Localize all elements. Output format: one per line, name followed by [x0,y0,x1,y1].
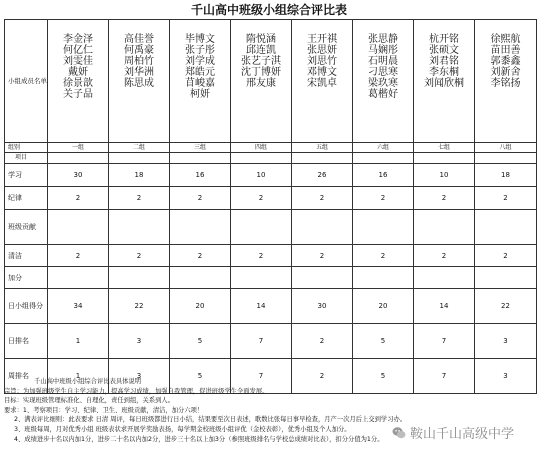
member-name: 关子品 [63,89,93,100]
group-header: 六组 [353,143,414,153]
member-name: 梁玖寒 [368,78,398,89]
notes-line: 4、成绩进步十名以内加1分，进步二十名以内加2分，进步三十名以上加3分（参照班级排名与学校总成绩对比表），扣分分值为1分。 [14,435,384,443]
score-cell [48,210,109,245]
watermark-text: 鞍山千山高级中学 [410,427,515,442]
score-cell: 2 [109,187,170,210]
member-name: 何禹豪 [124,45,154,56]
score-cell: 2 [475,187,537,210]
score-cell: 2 [109,245,170,267]
group-members-cell [48,20,109,143]
score-cell: 10 [231,164,292,187]
score-cell: 34 [48,289,109,324]
watermark [392,423,514,442]
notes-line: 宗旨：为加强班级学生自主学习能力，提高学习成绩，加强自我管理，促进班级学生全面发展。 [4,387,269,395]
score-row-label: 日小组得分 [5,289,48,324]
score-cell [414,210,475,245]
score-cell: 3 [109,324,170,359]
score-cell [414,267,475,289]
score-table [4,19,537,394]
score-cell: 14 [231,289,292,324]
group-header: 四组 [231,143,292,153]
score-cell: 5 [170,359,231,394]
score-cell: 20 [353,289,414,324]
score-cell [292,210,353,245]
score-cell: 2 [170,245,231,267]
score-cell: 7 [414,359,475,394]
member-name: 李铭扬 [490,78,521,89]
member-name: 宋凯卓 [307,78,337,89]
member-name: 郭黍鑫 [490,56,521,67]
score-row-label: 纪律 [5,187,48,210]
header-group-row [5,143,537,153]
score-cell: 7 [231,359,292,394]
notes-line: 3、班级每周，月对优秀小组 班级表状求开展学奖励表扬，每学期金校班级小组评优（金校表彰），优秀小组及个人加分。 [14,425,351,433]
score-row-label: 班级贡献 [5,210,48,245]
score-row [5,267,537,289]
member-name: 郑皓元 [185,67,215,78]
member-name: 邢友康 [246,78,276,89]
group-members-cell [353,20,414,143]
score-cell: 1 [48,359,109,394]
score-cell: 26 [292,164,353,187]
score-cell: 3 [475,359,537,394]
member-name: 刘华洲 [124,67,154,78]
header-blank-cell [170,153,231,164]
group-header: 七组 [414,143,475,153]
score-cell [475,267,537,289]
score-cell: 18 [109,164,170,187]
member-name: 王开祺 [307,34,337,45]
score-cell: 2 [414,245,475,267]
header-blank-cell [414,153,475,164]
page-title: 千山高中班级小组综合评比表 [190,3,347,17]
score-cell [109,267,170,289]
group-header: 二组 [109,143,170,153]
score-cell: 5 [353,359,414,394]
header-item-label: 项目 [5,153,48,164]
member-name: 杭开铭 [429,34,459,45]
score-cell [353,267,414,289]
member-name: 徐景歆 [63,78,93,89]
group-header: 五组 [292,143,353,153]
score-cell: 3 [109,359,170,394]
score-row [5,187,537,210]
member-name: 徐熙航 [490,34,521,45]
score-cell [231,267,292,289]
score-cell [353,210,414,245]
header-group-label: 组别 [5,143,48,153]
member-name: 何亿仁 [63,45,93,56]
member-name: 陈思成 [124,78,154,89]
score-cell: 5 [353,324,414,359]
member-name: 刘学成 [185,56,215,67]
group-header: 一组 [48,143,109,153]
member-name: 邓博文 [307,67,337,78]
member-name: 刘雯佳 [63,56,93,67]
notes-line: 目标：实现班级管理标准化、自理化，责任到组，关系到人。 [4,397,175,405]
score-cell: 16 [170,164,231,187]
member-name: 高佳誉 [124,34,154,45]
member-name: 刘君铭 [429,56,459,67]
member-name: 刘思竹 [307,56,337,67]
score-cell: 2 [353,245,414,267]
header-blank-cell [48,153,109,164]
score-row [5,324,537,359]
score-cell [231,210,292,245]
score-cell [475,210,537,245]
notes-line: 要求：1、考察项目：学习、纪律、卫生、班级贡献，清洁，加分六项！ [4,406,204,414]
group-members-cell [170,20,231,143]
score-row [5,210,537,245]
member-name: 毕博文 [185,34,215,45]
score-cell: 30 [292,289,353,324]
score-cell [292,267,353,289]
header-blank-cell [231,153,292,164]
member-name: 张硕文 [429,45,459,56]
member-name: 沈丁博妍 [241,67,281,78]
score-cell: 2 [292,359,353,394]
group-members-cell [292,20,353,143]
header-item-row [5,153,537,164]
score-row-label: 学习 [5,164,48,187]
score-cell: 16 [353,164,414,187]
score-cell: 2 [231,187,292,210]
score-cell: 2 [292,187,353,210]
member-name: 刘新舍 [490,67,521,78]
score-cell: 2 [475,245,537,267]
member-name: 邱连凯 [246,45,276,56]
group-members-cell [109,20,170,143]
score-cell: 2 [292,324,353,359]
header-blank-cell [475,153,537,164]
score-cell: 2 [414,187,475,210]
header-blank-cell [353,153,414,164]
member-name: 李东桐 [429,67,459,78]
member-name: 刁思寒 [368,67,398,78]
member-name: 苗田善 [490,45,521,56]
score-cell: 2 [48,245,109,267]
score-cell: 2 [353,187,414,210]
score-cell: 1 [48,324,109,359]
score-cell: 30 [48,164,109,187]
member-name: 柯妍 [190,89,210,100]
score-cell: 18 [475,164,537,187]
wechat-icon [392,426,406,440]
group-members-cell [231,20,292,143]
group-members-cell [475,20,537,143]
score-row-label: 周排名 [5,359,48,394]
member-name: 张子彤 [185,45,215,56]
score-cell: 7 [231,324,292,359]
notes-line: 2、满表评比细则：此表要求 日清 周评，每日班级都进行日小结，结果要至次日表述，歌数比张每日事早检查，月产一次月后上交到学习办。 [14,416,407,424]
member-name: 张思静 [368,34,398,45]
member-name: 苜峻嘉 [185,78,215,89]
notes-title: 千山高中班级小组综合评比表具体说明 [34,378,142,385]
score-cell [109,210,170,245]
score-cell: 2 [48,187,109,210]
group-members-cell [414,20,475,143]
score-cell: 20 [170,289,231,324]
group-header: 三组 [170,143,231,153]
score-cell: 2 [170,187,231,210]
members-row-label: 小组成员名单 [5,20,48,143]
score-cell: 22 [109,289,170,324]
score-row-label: 日排名 [5,324,48,359]
member-name: 李金泽 [63,34,93,45]
score-cell [170,267,231,289]
score-cell [170,210,231,245]
member-name: 石明晨 [368,56,398,67]
member-name: 周柏竹 [124,56,154,67]
group-header: 八组 [475,143,537,153]
score-row-label: 加分 [5,267,48,289]
member-name: 葛楷好 [368,89,398,100]
member-name: 张艺子淇 [241,56,281,67]
score-cell: 5 [170,324,231,359]
header-blank-cell [292,153,353,164]
member-name: 马娴彤 [368,45,398,56]
score-cell: 3 [475,324,537,359]
score-row [5,289,537,324]
score-cell: 10 [414,164,475,187]
score-cell: 14 [414,289,475,324]
member-name: 戴妍 [68,67,88,78]
score-cell: 22 [475,289,537,324]
members-row [5,20,537,143]
member-name: 刘闻欣桐 [424,78,464,89]
score-row [5,245,537,267]
score-row [5,164,537,187]
member-name: 张思妍 [307,45,337,56]
score-cell: 2 [292,245,353,267]
header-blank-cell [109,153,170,164]
member-name: 隋悦涵 [246,34,276,45]
score-cell: 7 [414,324,475,359]
score-cell: 2 [231,245,292,267]
score-row-label: 清洁 [5,245,48,267]
score-cell [48,267,109,289]
